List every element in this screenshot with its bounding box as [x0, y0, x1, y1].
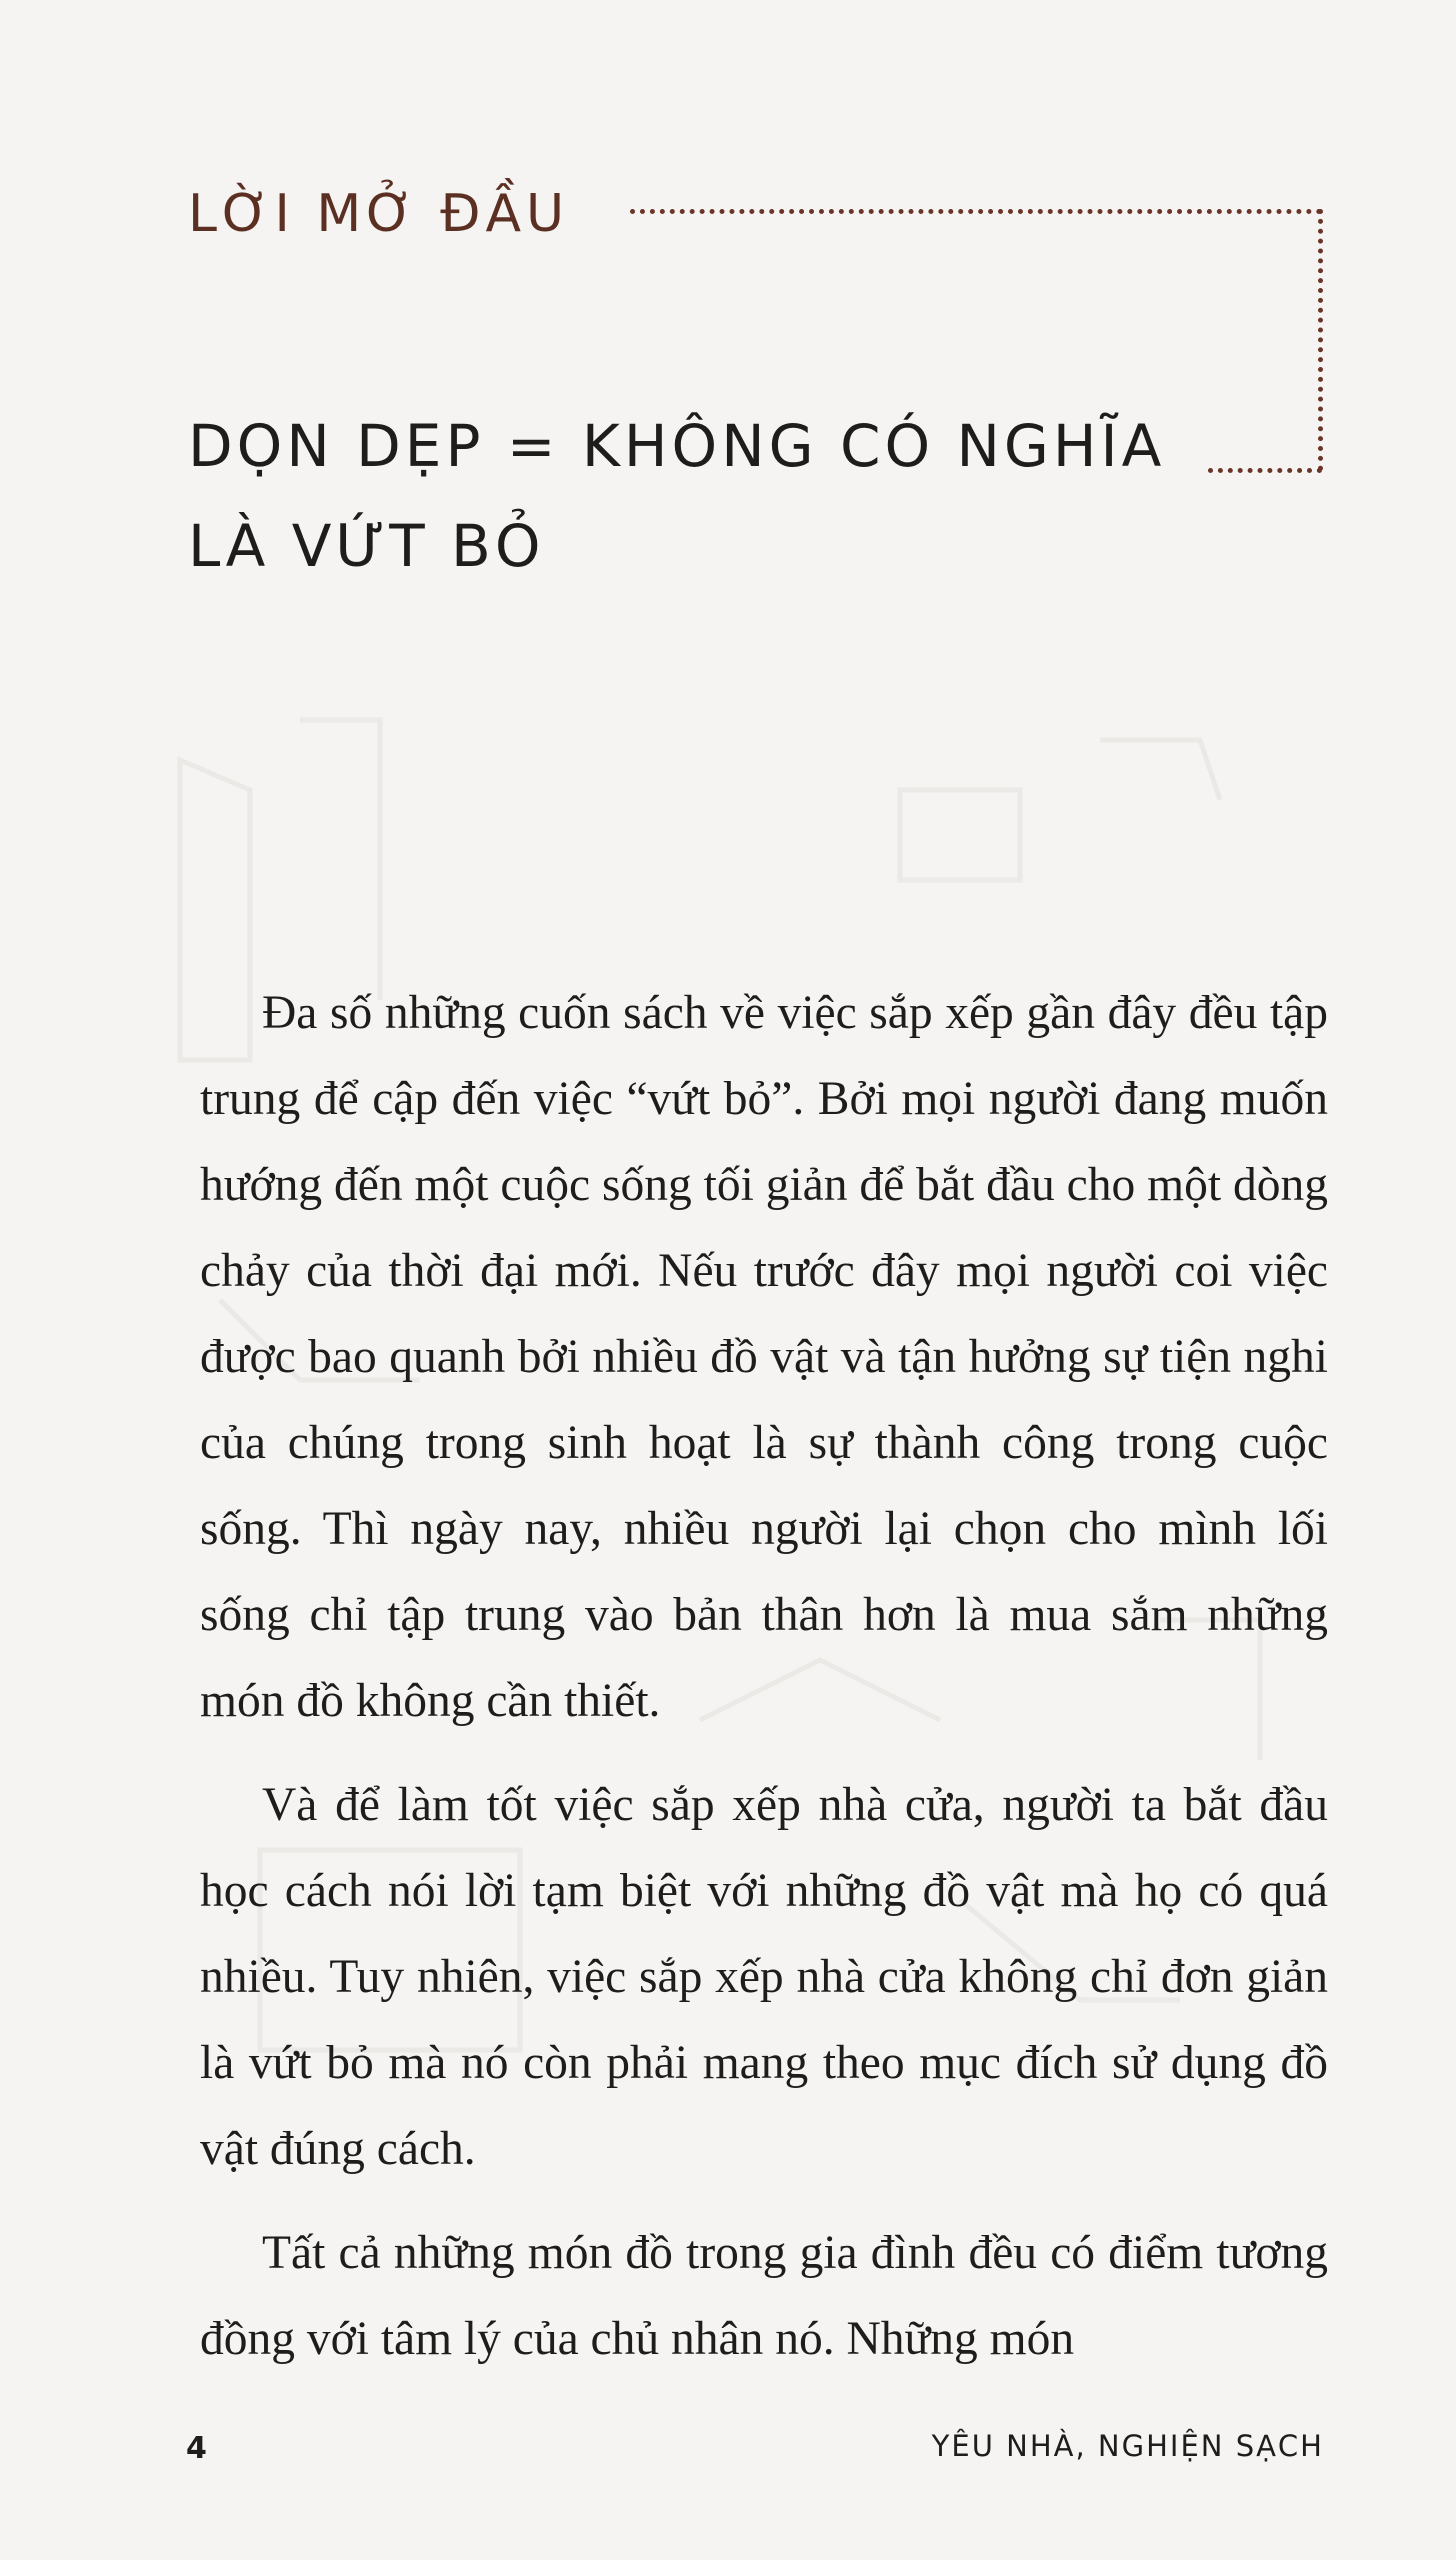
- dotted-frame-right: [1318, 209, 1323, 471]
- page-number: 4: [186, 2431, 207, 2466]
- chapter-title-line-1: DỌN DẸP = KHÔNG CÓ NGHĨA: [188, 412, 1166, 480]
- paragraph-2: Và để làm tốt việc sắp xếp nhà cửa, người ta bắt đầu học cách nói lời tạm biệt với những đồ vật mà họ có quá nhiều. Tuy nhiên, việc sắp xếp nhà cửa không chỉ đơn giản là vứt bỏ mà nó còn phải mang theo mục đích sử dụng đồ vật đúng cách.: [200, 1779, 1328, 2175]
- dotted-frame-bottom: [1208, 468, 1322, 473]
- dotted-frame-top: [630, 209, 1322, 214]
- paragraph-1: Đa số những cuốn sách về việc sắp xếp gần đây đều tập trung để cập đến việc “vứt bỏ”. Bởi mọi người đang muốn hướng đến một cuộc sống tối giản để bắt đầu cho một dòng chảy của thời đại mới. Nếu trước đây mọi người coi việc được bao quanh bởi nhiều đồ vật và tận hưởng sự tiện nghi của chúng trong sinh hoạt là sự thành công trong cuộc sống. Thì ngày nay, nhiều người lại chọn cho mình lối sống chỉ tập trung vào bản thân hơn là mua sắm những món đồ không cần thiết.: [200, 987, 1328, 1727]
- running-footer-title: YÊU NHÀ, NGHIỆN SẠCH: [931, 2429, 1324, 2463]
- chapter-title: [188, 396, 1208, 596]
- paragraph-3: Tất cả những món đồ trong gia đình đều có điểm tương đồng với tâm lý của chủ nhân nó. Những món: [200, 2227, 1328, 2365]
- body-text: [200, 970, 1328, 2400]
- chapter-title-line-2: LÀ VỨT BỎ: [188, 512, 545, 580]
- section-label: LỜI MỞ ĐẦU: [188, 184, 570, 244]
